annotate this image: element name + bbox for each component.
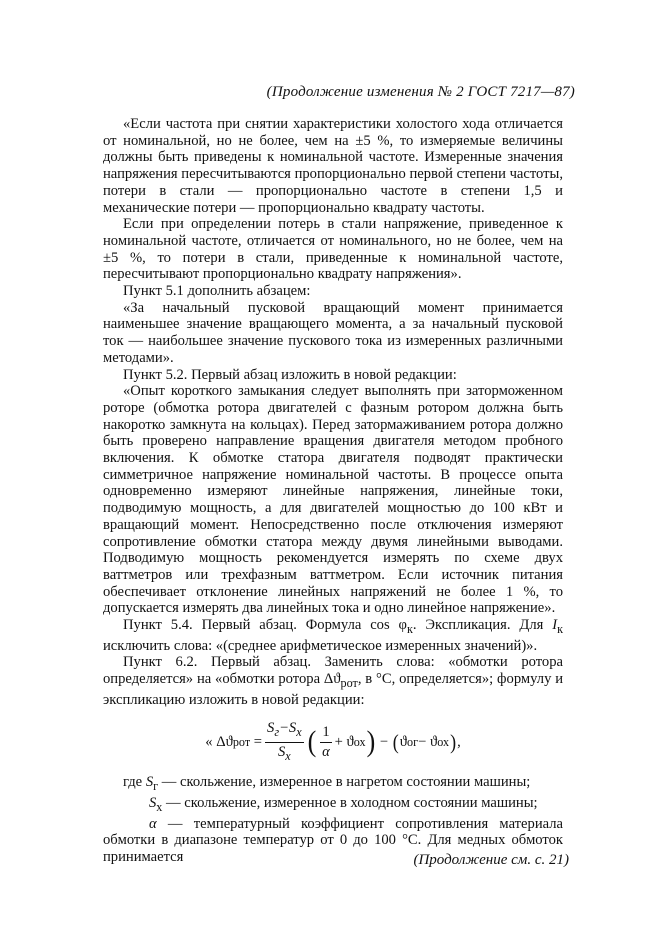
fraction-alpha: $\frac{1}{\alpha}$ — [322, 724, 330, 760]
paragraph: Пункт 5.2. Первый абзац изложить в новой редакции: — [123, 366, 457, 383]
paragraph-6-2: Пункт 6.2. Первый абзац. Заменить слова: «обмотки ротора определяется» на «обмотки ротора $\Delta ϑ_{рот}$, в °С, определяется»; формулу и экспликацию изложить в новой редакции: — [103, 654, 564, 708]
fraction-slip: $\frac{S_г-S_x}{S_x}$ — [267, 720, 302, 763]
paragraph-5-4: Пункт 5.4. Первый абзац. Формула $\cos \varphi_к$. Экспликация. Для $I_к$ исключить слова: «(среднее арифметическое измеренных значений)». — [103, 617, 563, 654]
paragraph: Пункт 5.1 дополнить абзацем: — [123, 283, 311, 300]
page-footer: (Продолжение см. с. 21) — [413, 852, 569, 868]
paragraph: «За начальный пусковой вращающий момент принимается наименьшее значение вращающего момента, а за начальный пусковой ток — наибольшее значение пускового тока из измеренных различными методами». — [103, 299, 563, 366]
definition: где $S_г$ — скольжение, измеренное в нагретом состоянии машины; — [123, 774, 531, 794]
paragraph: Если при определении потерь в стали напряжение, приведенное к номинальной частоте, отличается от номинального, но не более, чем на ±5 %, то потери в стали, приведенные к номинальной частоте, пересчитывают пропорционально квадрату напряжения». — [103, 216, 563, 283]
page-header: (Продолжение изменения № 2 ГОСТ 7217—87) — [266, 84, 575, 100]
formula: « Δϑ рот = $\frac{S_г-S_x}{S_x}$ ( $\frac{1}{\alpha}$ + ϑ ох ) − ( ϑ ог − ϑ ох ) , — [205, 720, 461, 763]
definition: α — температурный коэффициент сопротивления материала обмотки в диапазоне температур от 0 до 100 °С. Для медных обмоток принимается — [103, 815, 563, 866]
paragraph: «Опыт короткого замыкания следует выполнять при заторможенном роторе (обмотка ротора двигателей с фазным ротором должна быть накоротко замкнута на кольцах). Перед затормаживанием ротора должно быть проверено направление вращения двигателя методом пробного включения. К обмотке статора двигателя подводят практически симметричное напряжение номинальной частоты. В процессе опыта одновременно измеряют линейные напряжения, линейные токи, подводимую мощность, а для двигателей мощностью до 100 кВт и вращающий момент. Непосредственно после отключения измеряют сопротивление обмотки статора между двумя линейными выводами. Подводимую мощность рекомендуется измерять по схеме двух ваттметров или трехфазным ваттметром. Если источник питания обеспечивает отклонение линейных напряжений не более 1 %, то допускается измерять два линейных тока и одно линейное напряжение». — [103, 383, 563, 617]
paragraph: «Если частота при снятии характеристики холостого хода отличается от номинальной, но не более, чем на ±5 %, то измеряемые величины должны быть приведены к номинальной частоте. Измеренные значения напряжения пересчитываются пропорционально первой степени частоты, потери в стали — пропорционально частоте в степени 1,5 и механические потери — пропорционально квадрату частоты. — [103, 116, 563, 216]
document-body — [103, 116, 563, 866]
definition: $S_x$ — скольжение, измеренное в холодном состоянии машины; — [149, 795, 538, 814]
